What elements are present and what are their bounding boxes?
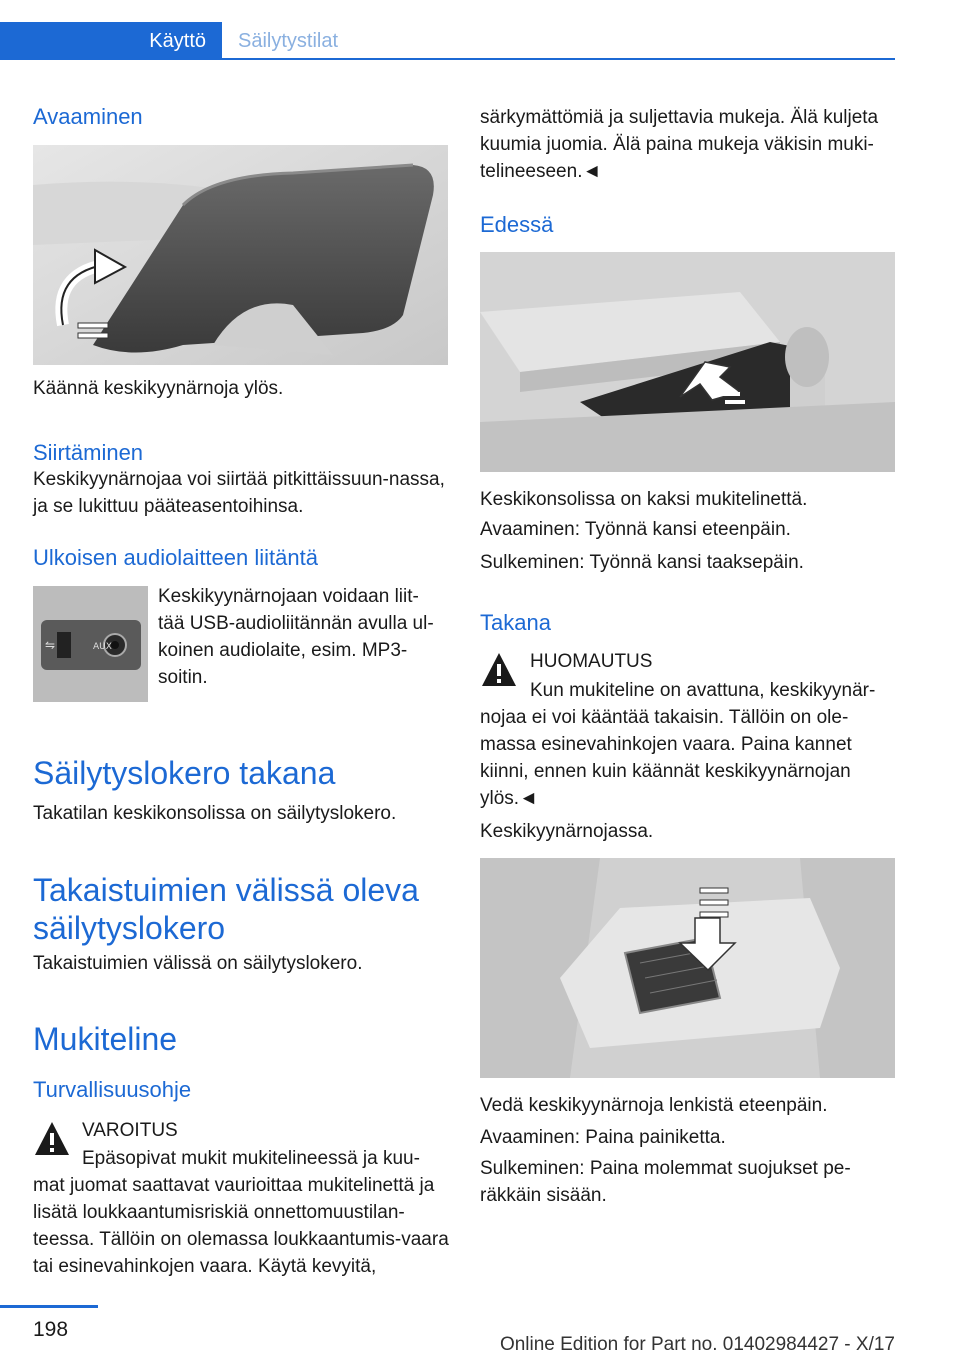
armrest-open-figure bbox=[33, 145, 448, 365]
text-keskikonsolissa: Keskikonsolissa on kaksi mukitelinettä. bbox=[480, 489, 808, 510]
heading-sailytyslokero-takana: Säilytyslokero takana bbox=[33, 755, 336, 791]
text-siirtaminen: Keskikyynärnojaa voi siirtää pitkittäissuun-nassa, ja se lukittuu pääteasentoihinsa. bbox=[33, 469, 445, 517]
heading-takana: Takana bbox=[480, 610, 551, 635]
text-continued: särkymättömiä ja suljettavia mukeja. Älä kuljeta kuumia juomia. Älä paina mukeja väkisin muki-telineeseen.◄ bbox=[480, 107, 879, 182]
warning-triangle-icon bbox=[33, 1120, 71, 1158]
text-sailytyslokero: Takatilan keskikonsolissa on säilytyslokero. bbox=[33, 803, 397, 824]
notice-triangle-icon bbox=[480, 651, 518, 689]
text-takaistuimien: Takaistuimien välissä on säilytyslokero. bbox=[33, 953, 363, 974]
rear-cupholder-figure bbox=[480, 858, 895, 1078]
warning-title: VAROITUS bbox=[82, 1120, 178, 1141]
heading-avaaminen: Avaaminen bbox=[33, 104, 143, 129]
heading-ulkoisen: Ulkoisen audiolaitteen liitäntä bbox=[33, 545, 318, 570]
tab-sailytystilat[interactable]: Säilytystilat bbox=[238, 30, 339, 52]
text-veda: Vedä keskikyynärnoja lenkistä eteenpäin. bbox=[480, 1095, 828, 1116]
notice-title: HUOMAUTUS bbox=[530, 651, 653, 672]
text-sulkeminen-front: Sulkeminen: Työnnä kansi taaksepäin. bbox=[480, 552, 804, 573]
text-ulkoisen-1: Keskikyynärnojaan voidaan liit- bbox=[158, 586, 419, 607]
text-kaanna: Käännä keskikyynärnoja ylös. bbox=[33, 378, 284, 399]
svg-text:AUX: AUX bbox=[93, 642, 112, 652]
notice-line1: Kun mukiteline on avattuna, keskikyynär- bbox=[530, 680, 876, 701]
heading-mukiteline: Mukiteline bbox=[33, 1021, 178, 1057]
heading-siirtaminen: Siirtäminen bbox=[33, 440, 144, 465]
text-ulkoisen-2: tää USB-audioliitännän avulla ul- bbox=[158, 613, 434, 634]
footer-rule bbox=[0, 1305, 98, 1308]
text-avaaminen-front: Avaaminen: Työnnä kansi eteenpäin. bbox=[480, 519, 791, 540]
edition-text: Online Edition for Part no. 01402984427 - X/17 bbox=[499, 1334, 895, 1355]
text-avaaminen-rear: Avaaminen: Paina painiketta. bbox=[480, 1127, 726, 1148]
page-number: 198 bbox=[33, 1318, 69, 1341]
usb-aux-figure bbox=[33, 586, 148, 702]
svg-text:⇋: ⇋ bbox=[45, 638, 56, 652]
heading-edessa: Edessä bbox=[480, 212, 554, 237]
text-sulkeminen-rear: Sulkeminen: Paina molemmat suojukset pe-räkkäin sisään. bbox=[480, 1158, 851, 1206]
tab-kaytto-label: Käyttö bbox=[149, 30, 206, 52]
heading-turvallisuusohje: Turvallisuusohje bbox=[33, 1077, 192, 1102]
notice-text: nojaa ei voi kääntää takaisin. Tällöin on ole-massa esinevahinkojen vaara. Paina kannet kiinni, ennen kuin käännät keskikyynärnojan ylös.◄ bbox=[480, 707, 852, 809]
tab-kaytto[interactable] bbox=[0, 22, 222, 60]
warning-text: mat juomat saattavat vaurioittaa mukitelinettä ja lisätä loukkaantumisriskiä onnettomuustilan-teessa. Tällöin on olemassa loukkaantumis-vaara tai esinevahinkojen vaara. Käytä kevyitä, bbox=[33, 1175, 449, 1277]
header-bar bbox=[0, 0, 895, 60]
text-ulkoisen-3: koinen audiolaite, esim. MP3- bbox=[158, 640, 408, 661]
header-rule bbox=[0, 58, 895, 60]
text-ulkoisen-4: soitin. bbox=[158, 667, 208, 688]
warning-line1: Epäsopivat mukit mukitelineessä ja kuu- bbox=[82, 1148, 420, 1169]
text-keskikyynarnojassa: Keskikyynärnojassa. bbox=[480, 821, 654, 842]
front-cupholder-figure bbox=[480, 252, 895, 472]
heading-takaistuimien: Takaistuimien välissä oleva säilytyslokero bbox=[33, 872, 419, 946]
